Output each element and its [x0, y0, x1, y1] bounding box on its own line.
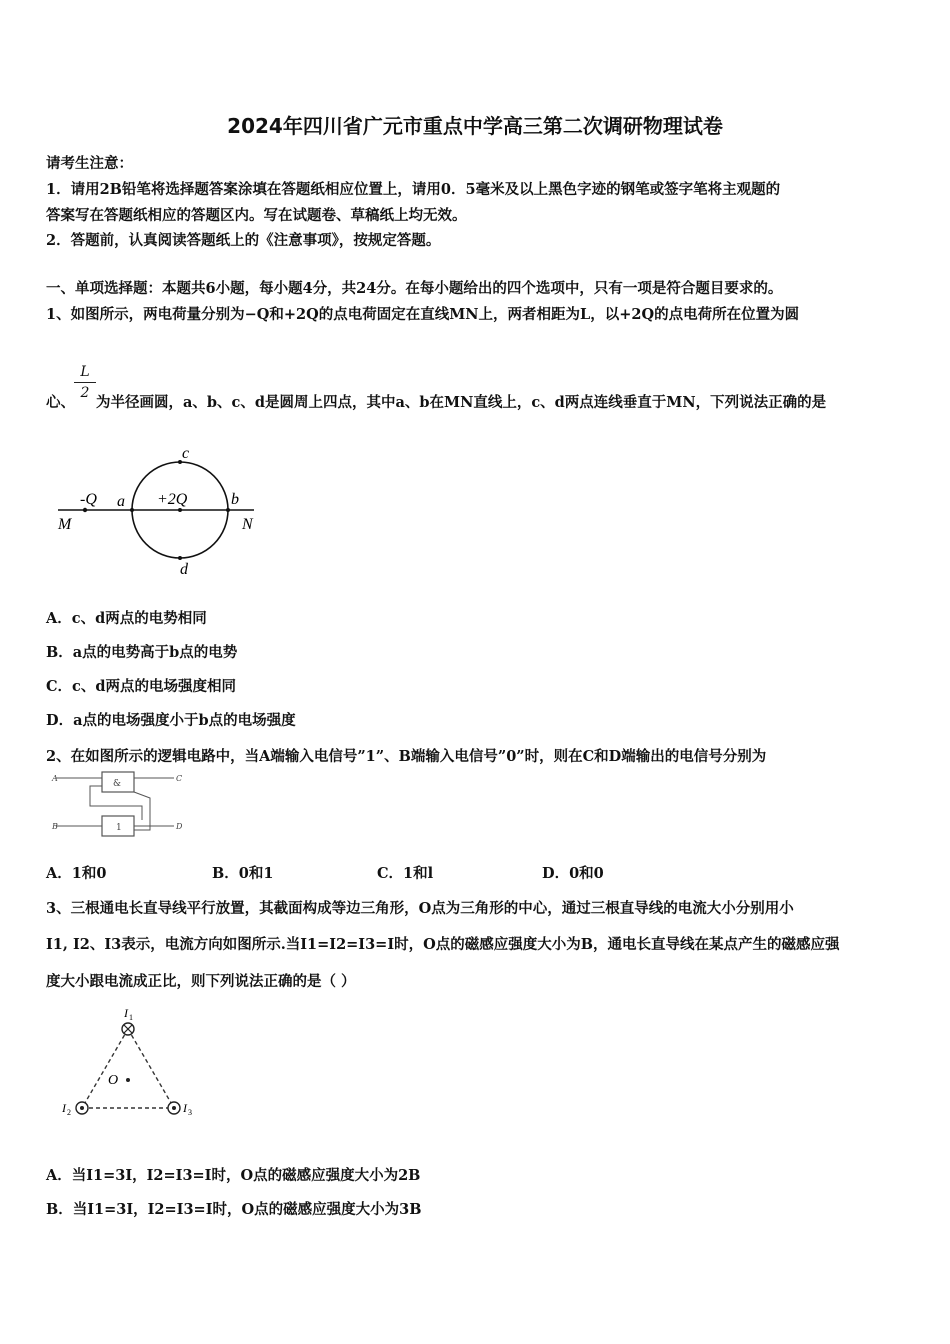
neg-charge-dot: [83, 508, 87, 512]
q1-stem-line-2-prefix: 心、: [46, 394, 75, 411]
q3-option-a: A．当I1=3I，I2=I3=I时，O点的磁感应强度大小为2B: [46, 1167, 421, 1184]
section-heading: 一、单项选择题：本题共6小题，每小题4分，共24分。在每小题给出的四个选项中，只有一项是符合题目要求的。: [46, 280, 783, 297]
label-o: O: [108, 1073, 119, 1088]
label-i3: I: [183, 1101, 187, 1115]
q2-figure-logic-circuit: [50, 770, 190, 840]
label-d: d: [180, 561, 188, 578]
label-b: B: [52, 822, 58, 831]
q2-option-a: A．1和0: [46, 865, 107, 882]
side-left: [82, 1029, 128, 1108]
pos-charge-dot: [178, 508, 182, 512]
q3-stem-line-2: I1, I2、I3表示，电流方向如图所示.当I1=I2=I3=I时，O点的磁感应强度大小为B，通电长直导线在某点产生的磁感应强: [46, 936, 840, 953]
label-m: M: [58, 516, 72, 533]
point-a-dot: [130, 508, 134, 512]
q3-stem-line-1: 3、三根通电长直导线平行放置，其截面构成等边三角形，O点为三角形的中心，通过三根直导线的电流大小分别用小: [46, 900, 794, 917]
q1-option-d: D．a点的电场强度小于b点的电场强度: [46, 712, 296, 729]
center-o-dot: [126, 1078, 130, 1082]
q2-option-c: C．1和l: [377, 865, 434, 882]
label-a: A: [52, 774, 58, 783]
page-title: 2024年四川省广元市重点中学高三第二次调研物理试卷: [227, 114, 723, 138]
dot-mark-2: [80, 1106, 84, 1110]
q2-stem: 2、在如图所示的逻辑电路中，当A端输入电信号”1”、B端输入电信号”0”时，则在C和D端输出的电信号分别为: [46, 748, 767, 765]
label-b: b: [231, 491, 239, 508]
label-pos-q: +2Q: [157, 491, 188, 508]
q3-option-b: B．当I1=3I，I2=I3=I时，O点的磁感应强度大小为3B: [46, 1201, 422, 1218]
label-c: C: [176, 774, 183, 783]
point-b-dot: [226, 508, 230, 512]
q1-fraction-numerator: L: [80, 364, 90, 380]
label-neg-q: -Q: [80, 491, 97, 508]
q1-option-c: C．c、d两点的电场强度相同: [46, 678, 237, 695]
q1-stem-line-1: 1、如图所示，两电荷量分别为−Q和+2Q的点电荷固定在直线MN上，两者相距为L，以+2Q的点电荷所在位置为圆: [46, 306, 800, 323]
q3-stem-line-3: 度大小跟电流成正比，则下列说法正确的是（ ）: [46, 973, 356, 990]
notice-line-2: 答案写在答题纸相应的答题区内。写在试题卷、草稿纸上均无效。: [46, 207, 467, 224]
q3-figure-triangle: [56, 1005, 206, 1125]
label-d: D: [176, 822, 183, 831]
side-right: [128, 1029, 174, 1108]
q2-option-b: B．0和1: [212, 865, 274, 882]
q1-option-b: B．a点的电势高于b点的电势: [46, 644, 238, 661]
label-a: a: [117, 493, 125, 510]
fraction-bar: [74, 382, 96, 383]
q1-stem-line-2: 为半径画圆，a、b、c、d是圆周上四点，其中a、b在MN直线上，c、d两点连线垂直于MN，下列说法正确的是: [96, 394, 827, 411]
q1-option-a: A．c、d两点的电势相同: [46, 610, 207, 627]
q1-fraction-denominator: 2: [80, 385, 90, 401]
gate-and-symbol: &: [113, 779, 122, 789]
dot-mark-3: [172, 1106, 176, 1110]
q1-figure-circle-charges: [50, 440, 280, 580]
label-i2: I: [62, 1101, 66, 1115]
label-i1-sub: 1: [129, 1013, 133, 1022]
q1-fraction: [74, 364, 96, 401]
gate-or-symbol: 1: [116, 823, 122, 833]
label-i1: I: [124, 1006, 128, 1020]
q2-option-d: D．0和0: [542, 865, 604, 882]
notice-line-3: 2．答题前，认真阅读答题纸上的《注意事项》，按规定答题。: [46, 232, 441, 249]
label-c: c: [182, 445, 190, 462]
point-d-dot: [178, 556, 182, 560]
notice-heading: 请考生注意：: [46, 155, 133, 172]
label-n: N: [242, 516, 253, 533]
notice-line-1: 1．请用2B铅笔将选择题答案涂填在答题纸相应位置上，请用0．5毫米及以上黑色字迹的钢笔或签字笔将主观题的: [46, 181, 781, 198]
label-i2-sub: 2: [67, 1108, 71, 1117]
label-i3-sub: 3: [188, 1108, 192, 1117]
